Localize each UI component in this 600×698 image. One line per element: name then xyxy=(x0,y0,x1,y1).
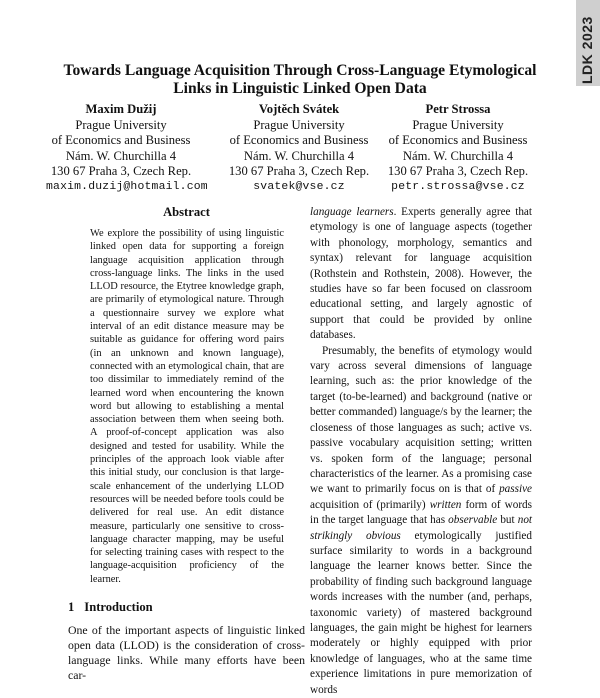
abstract-text: We explore the possibility of using linguistic linked open data for supporting a foreign language acquisition application through cross-language links. The links in the used LLOD resource, the Etytree knowledge graph, are primarily of etymological nature. Through a questionnaire survey we explore what interval of an edit distance measure may be suitable as guidance for offering word pairs (in an unknown and known language), connected with an etymological chain, that are too dissimilar to immediately remind of the learned word when encountering the known word but allowing to establishing a mental association between them when seeing both. A proof-of-concept application was also designed and tested for usability. While the principles of the approach look viable after this initial study, our conclusion is that large-scale enhancement of the underlying LLOD resources will be needed before tools could be delivered for real use. An edit distance measure, particularly one sensitive to cross-language character mapping, may be useful for selecting training cases with respect to the language-acquisition proficiency of the learner. xyxy=(90,228,284,585)
author-affiliation: Prague University xyxy=(253,117,345,132)
introduction-text: One of the important aspects of linguistic linked open data (LLOD) is the consideration of cross-language links. While many efforts have been car- xyxy=(68,623,305,683)
title-line-1: Towards Language Acquisition Through Cross-Language Etymological xyxy=(63,62,537,79)
paragraph-text: acquisition of (primarily) xyxy=(310,498,430,511)
author-2 xyxy=(224,102,374,196)
section-title: Introduction xyxy=(84,600,153,615)
title-line-2: Links in Linguistic Linked Open Data xyxy=(173,80,427,97)
author-address: 130 67 Praha 3, Czech Rep. xyxy=(50,164,192,179)
right-column xyxy=(310,205,533,696)
author-1 xyxy=(46,102,208,196)
left-column xyxy=(68,205,305,683)
paragraph-text: form of words in the target language that has xyxy=(310,498,532,527)
section-number: 1 xyxy=(68,600,75,615)
paper-title xyxy=(30,62,570,98)
author-email[interactable]: petr.strossa@vse.cz xyxy=(391,180,525,193)
author-address: 130 67 Praha 3, Czech Rep. xyxy=(228,164,370,179)
author-affiliation: of Economics and Business xyxy=(229,133,369,148)
emphasis-text: observable xyxy=(448,514,498,527)
author-affiliation: Prague University xyxy=(75,117,167,132)
paragraph-text: etymologically justified surface similarity to words in a background language the learner knows better. Since the probability of finding such background language words increases with the number (and, perhaps, taxonomic variety) of mastered background languages, the gain might be highest for learners moderately or highly equipped with prior knowledge of languages, who at the same time experience limitations in pure memorization of words xyxy=(310,529,532,696)
author-address: Nám. W. Churchilla 4 xyxy=(402,148,514,163)
emphasis-text: language learners xyxy=(310,206,394,218)
author-name: Maxim Dužij xyxy=(85,102,157,116)
author-name: Petr Strossa xyxy=(425,102,491,116)
paragraph-text: . Experts generally agree that etymology is one of language aspects (together with phonology, morphology, semantics and syntax) relevant for language acquisition (Rothstein and Rothstein, 2008). However, the studies have so far been focused on classroom educational setting, and largely agnostic of support that could be provided by online databases. xyxy=(310,206,532,342)
badge-label: LDK 2023 xyxy=(579,16,595,84)
paragraph-1 xyxy=(310,205,532,344)
author-affiliation: of Economics and Business xyxy=(388,133,528,148)
emphasis-text: not strikingly obvious xyxy=(310,514,533,542)
author-3 xyxy=(378,102,538,196)
conference-badge xyxy=(576,0,600,86)
author-address: Nám. W. Churchilla 4 xyxy=(65,148,177,163)
section-heading-introduction xyxy=(68,600,305,615)
author-name: Vojtěch Svátek xyxy=(258,102,340,116)
abstract-heading: Abstract xyxy=(163,205,210,219)
author-email[interactable]: svatek@vse.cz xyxy=(253,180,345,193)
author-affiliation: of Economics and Business xyxy=(51,133,191,148)
author-address: 130 67 Praha 3, Czech Rep. xyxy=(387,164,529,179)
paragraph-text: Presumably, the benefits of etymology would vary across several dimensions of language learning, such as: the prior knowledge of the target (to-be-learned) and background (native or better commanded) language/s by the learner; the closeness of those languages as such; active vs. passive vocabulary acquisition setting; written vs. spoken form of the language; personal characteristics of the learner. As a promising case we want to primarily focus on is that of xyxy=(310,344,532,496)
emphasis-text: written xyxy=(429,498,462,511)
emphasis-text: passive xyxy=(499,483,532,496)
author-address: Nám. W. Churchilla 4 xyxy=(243,148,355,163)
paragraph-2 xyxy=(310,344,532,698)
author-email[interactable]: maxim.duzij@hotmail.com xyxy=(46,180,208,193)
paragraph-text: but xyxy=(497,514,518,527)
author-affiliation: Prague University xyxy=(412,117,504,132)
